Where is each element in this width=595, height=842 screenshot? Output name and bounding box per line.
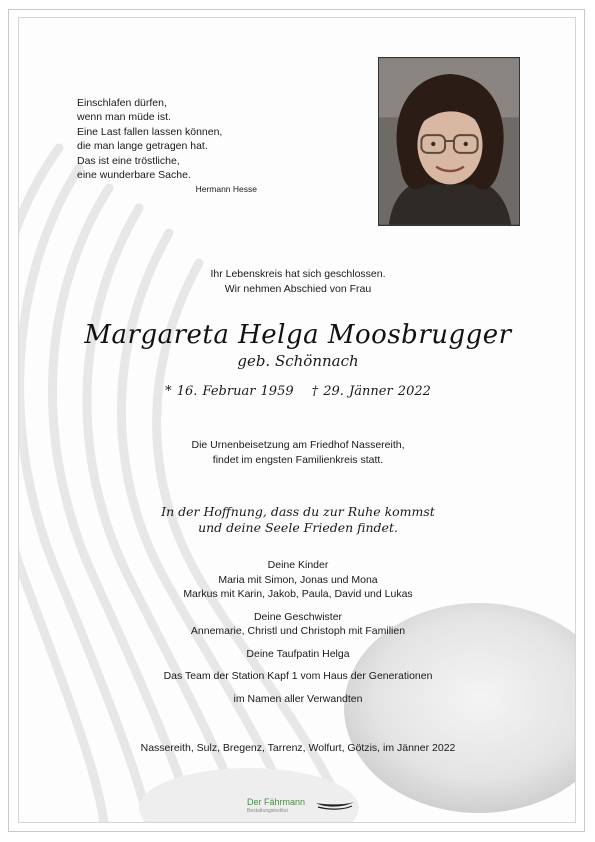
death-date: † 29. Jänner 2022 xyxy=(311,384,431,399)
siblings-line: Annemarie, Christl und Christoph mit Familien xyxy=(190,625,406,637)
poem-line: Das ist eine tröstliche, xyxy=(77,154,180,167)
logo-brand: Der Fährmann xyxy=(247,797,306,807)
intro-text xyxy=(19,267,576,296)
poem-author: Hermann Hesse xyxy=(195,184,257,195)
poem-line: Eine Last fallen lassen können, xyxy=(77,125,223,138)
portrait-photo xyxy=(378,57,520,226)
intro-line: Wir nehmen Abschied von Frau xyxy=(224,282,372,295)
birth-date: * 16. Februar 1959 xyxy=(165,384,294,399)
burial-line: findet im engsten Familienkreis statt. xyxy=(212,453,384,466)
place-date: Nassereith, Sulz, Bregenz, Tarrenz, Wolfurt, Götzis, im Jänner 2022 xyxy=(140,742,456,754)
life-dates xyxy=(19,384,576,399)
burial-info xyxy=(19,438,576,467)
birth-name: geb. Schönnach xyxy=(237,352,359,370)
siblings-group xyxy=(19,610,576,639)
godchild-line: Deine Taufpatin Helga xyxy=(246,647,350,660)
verse-line: In der Hoffnung, dass du zur Ruhe kommst xyxy=(161,504,435,519)
verse-line: und deine Seele Frieden findet. xyxy=(198,520,398,535)
siblings-title: Deine Geschwister xyxy=(253,610,343,623)
team-line: Das Team der Station Kapf 1 vom Haus der Generationen xyxy=(163,670,433,682)
boat-icon xyxy=(315,799,355,811)
mourners-list xyxy=(19,558,576,714)
poem-line: wenn man müde ist. xyxy=(77,111,171,124)
portrait-image xyxy=(379,58,519,225)
relatives-line: im Namen aller Verwandten xyxy=(233,692,363,705)
logo-tagline: Bestattungsinstitut xyxy=(247,808,288,814)
poem-line: Einschlafen dürfen, xyxy=(77,97,167,109)
poem-line: eine wunderbare Sache. xyxy=(77,169,191,182)
funeral-home-logo xyxy=(247,797,377,821)
poem-line: die man lange getragen hat. xyxy=(77,140,208,153)
intro-line: Ihr Lebenskreis hat sich geschlossen. xyxy=(210,268,386,280)
children-line: Markus mit Karin, Jakob, Paula, David und Lukas xyxy=(183,588,413,600)
burial-line: Die Urnenbeisetzung am Friedhof Nassereith, xyxy=(191,439,405,451)
deceased-name: Margareta Helga Moosbrugger xyxy=(84,320,512,350)
children-line: Maria mit Simon, Jonas und Mona xyxy=(218,573,378,586)
children-title: Deine Kinder xyxy=(267,559,329,571)
card xyxy=(18,17,576,823)
verse xyxy=(19,504,576,536)
poem xyxy=(77,96,267,197)
children-group xyxy=(19,558,576,602)
